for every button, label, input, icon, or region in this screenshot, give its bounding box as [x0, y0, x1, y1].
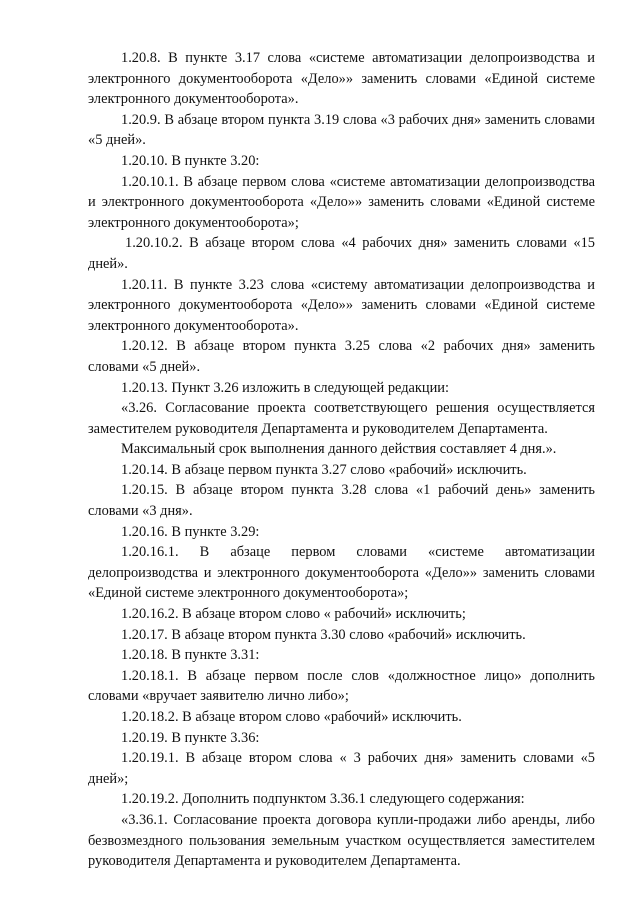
- paragraph-1-20-10-2: 1.20.10.2. В абзаце втором слова «4 рабочих дня» заменить словами «15 дней».: [88, 235, 595, 272]
- paragraph-1-20-19-1: 1.20.19.1. В абзаце втором слова « 3 рабочих дня» заменить словами «5 дней»;: [88, 750, 595, 787]
- paragraph-1-20-8: 1.20.8. В пункте 3.17 слова «системе автоматизации делопроизводства и электронного документооборота «Дело»» заменить словами «Единой системе электронного документооборота».: [88, 50, 595, 108]
- paragraph-1-20-13: 1.20.13. Пункт 3.26 изложить в следующей редакции:: [121, 379, 450, 396]
- paragraph-1-20-15: 1.20.15. В абзаце втором пункта 3.28 слова «1 рабочий день» заменить словами «3 дня».: [88, 482, 595, 520]
- paragraph-1-20-10-1: 1.20.10.1. В абзаце первом слова «системе автоматизации делопроизводства и электронного документооборота «Дело»» заменить словами «Единой системе электронного документооборота»;: [88, 173, 595, 231]
- paragraph-3-26-quote: «3.26. Согласование проекта соответствующего решения осуществляется заместителем руководителя Департамента и руководителем Департамента.: [88, 400, 595, 437]
- paragraph-1-20-18-1: 1.20.18.1. В абзаце первом после слов «должностное лицо» дополнить словами «вручает заявителю лично либо»;: [88, 667, 595, 705]
- paragraph-1-20-12: 1.20.12. В абзаце втором пункта 3.25 слова «2 рабочих дня» заменить словами «5 дней».: [88, 338, 595, 375]
- paragraph-1-20-9: 1.20.9. В абзаце втором пункта 3.19 слова «3 рабочих дня» заменить словами «5 дней».: [88, 111, 595, 149]
- paragraph-1-20-10: 1.20.10. В пункте 3.20:: [121, 152, 260, 169]
- paragraph-1-20-16-1: 1.20.16.1. В абзаце первом словами «системе автоматизации делопроизводства и электронного документооборота «Дело»» заменить словами «Единой системе электронного документооборота»;: [88, 544, 595, 602]
- paragraph-1-20-17: 1.20.17. В абзаце втором пункта 3.30 слово «рабочий» исключить.: [121, 626, 526, 643]
- paragraph-1-20-19-2: 1.20.19.2. Дополнить подпунктом 3.36.1 следующего содержания:: [121, 791, 525, 808]
- paragraph-3-36-1-quote: «3.36.1. Согласование проекта договора купли-продажи либо аренды, либо безвозмездного пользования земельным участком осуществляется заместителем руководителя Департамента и руководителем Департамента.: [88, 811, 595, 870]
- paragraph-1-20-11: 1.20.11. В пункте 3.23 слова «систему автоматизации делопроизводства и электронного документооборота «Дело»» заменить словами «Единой системе электронного документооборота».: [88, 276, 595, 334]
- paragraph-1-20-18-2: 1.20.18.2. В абзаце втором слово «рабочий» исключить.: [121, 709, 462, 725]
- paragraph-1-20-16: 1.20.16. В пункте 3.29:: [121, 523, 260, 540]
- paragraph-1-20-18: 1.20.18. В пункте 3.31:: [121, 647, 260, 664]
- paragraph-1-20-19: 1.20.19. В пункте 3.36:: [121, 729, 260, 746]
- paragraph-1-20-16-2: 1.20.16.2. В абзаце втором слово « рабочий» исключить;: [121, 606, 466, 623]
- paragraph-1-20-14: 1.20.14. В абзаце первом пункта 3.27 слово «рабочий» исключить.: [121, 461, 527, 478]
- document-page: [88, 48, 595, 872]
- paragraph-max-term: Максимальный срок выполнения данного действия составляет 4 дня.».: [121, 441, 557, 458]
